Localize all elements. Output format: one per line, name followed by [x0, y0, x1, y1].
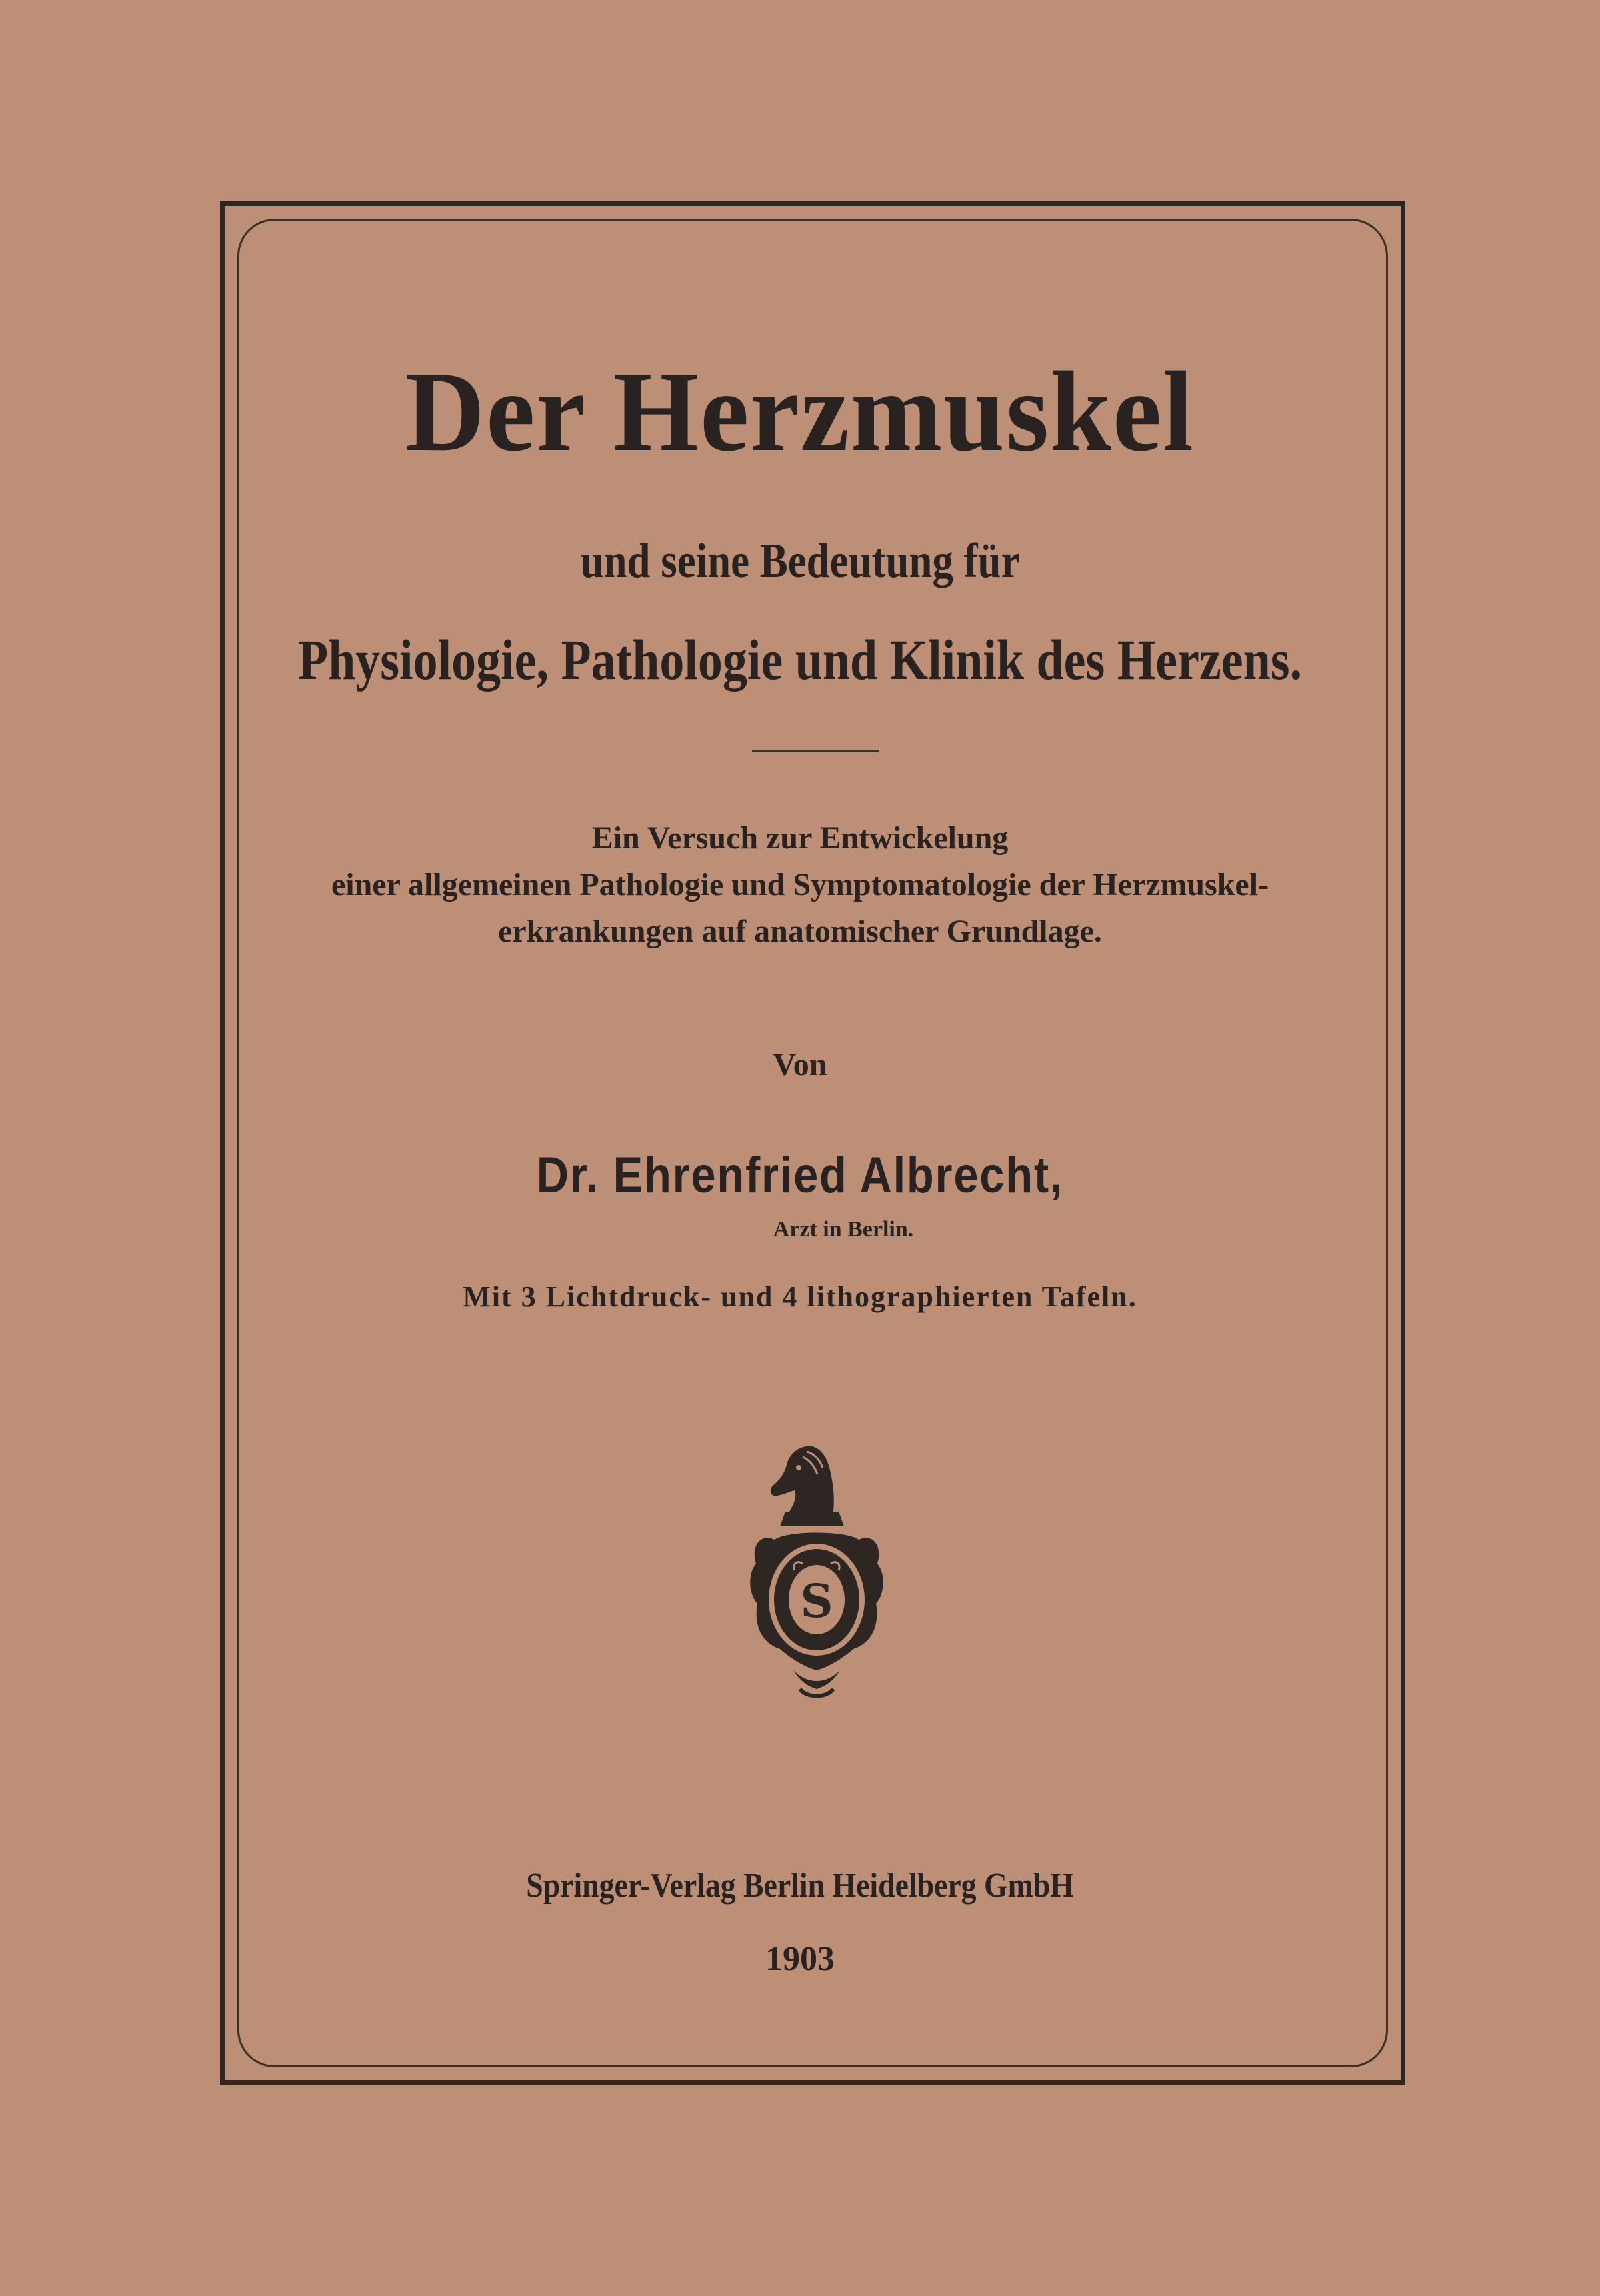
description-line-3: erkrankungen auf anatomischer Grundlage. — [498, 914, 1102, 949]
logo-monogram: S — [800, 1575, 833, 1628]
publisher-name: Springer-Verlag Berlin Heidelberg GmbH — [526, 1867, 1074, 1905]
author-name: Dr. Ehrenfried Albrecht, — [536, 1147, 1064, 1204]
description-line-1: Ein Versuch zur Entwickelung — [591, 820, 1009, 856]
publication-year: 1903 — [765, 1940, 835, 1978]
subtitle-line-2: Physiologie, Pathologie und Klinik des Herzens. — [297, 628, 1303, 692]
description-line-2: einer allgemeinen Pathologie und Symptomatologie der Herzmuskel- — [331, 867, 1269, 902]
divider-rule — [752, 750, 879, 752]
inner-rounded-border — [237, 219, 1388, 2067]
subtitle-line-1: und seine Bedeutung für — [580, 534, 1020, 588]
by-label: Von — [773, 1047, 827, 1082]
author-role: Arzt in Berlin. — [773, 1217, 914, 1242]
book-title: Der Herzmuskel — [405, 349, 1195, 475]
plates-note: Mit 3 Lichtdruck- und 4 lithographierten Tafeln. — [463, 1280, 1137, 1313]
springer-horse-logo — [733, 1433, 900, 1720]
